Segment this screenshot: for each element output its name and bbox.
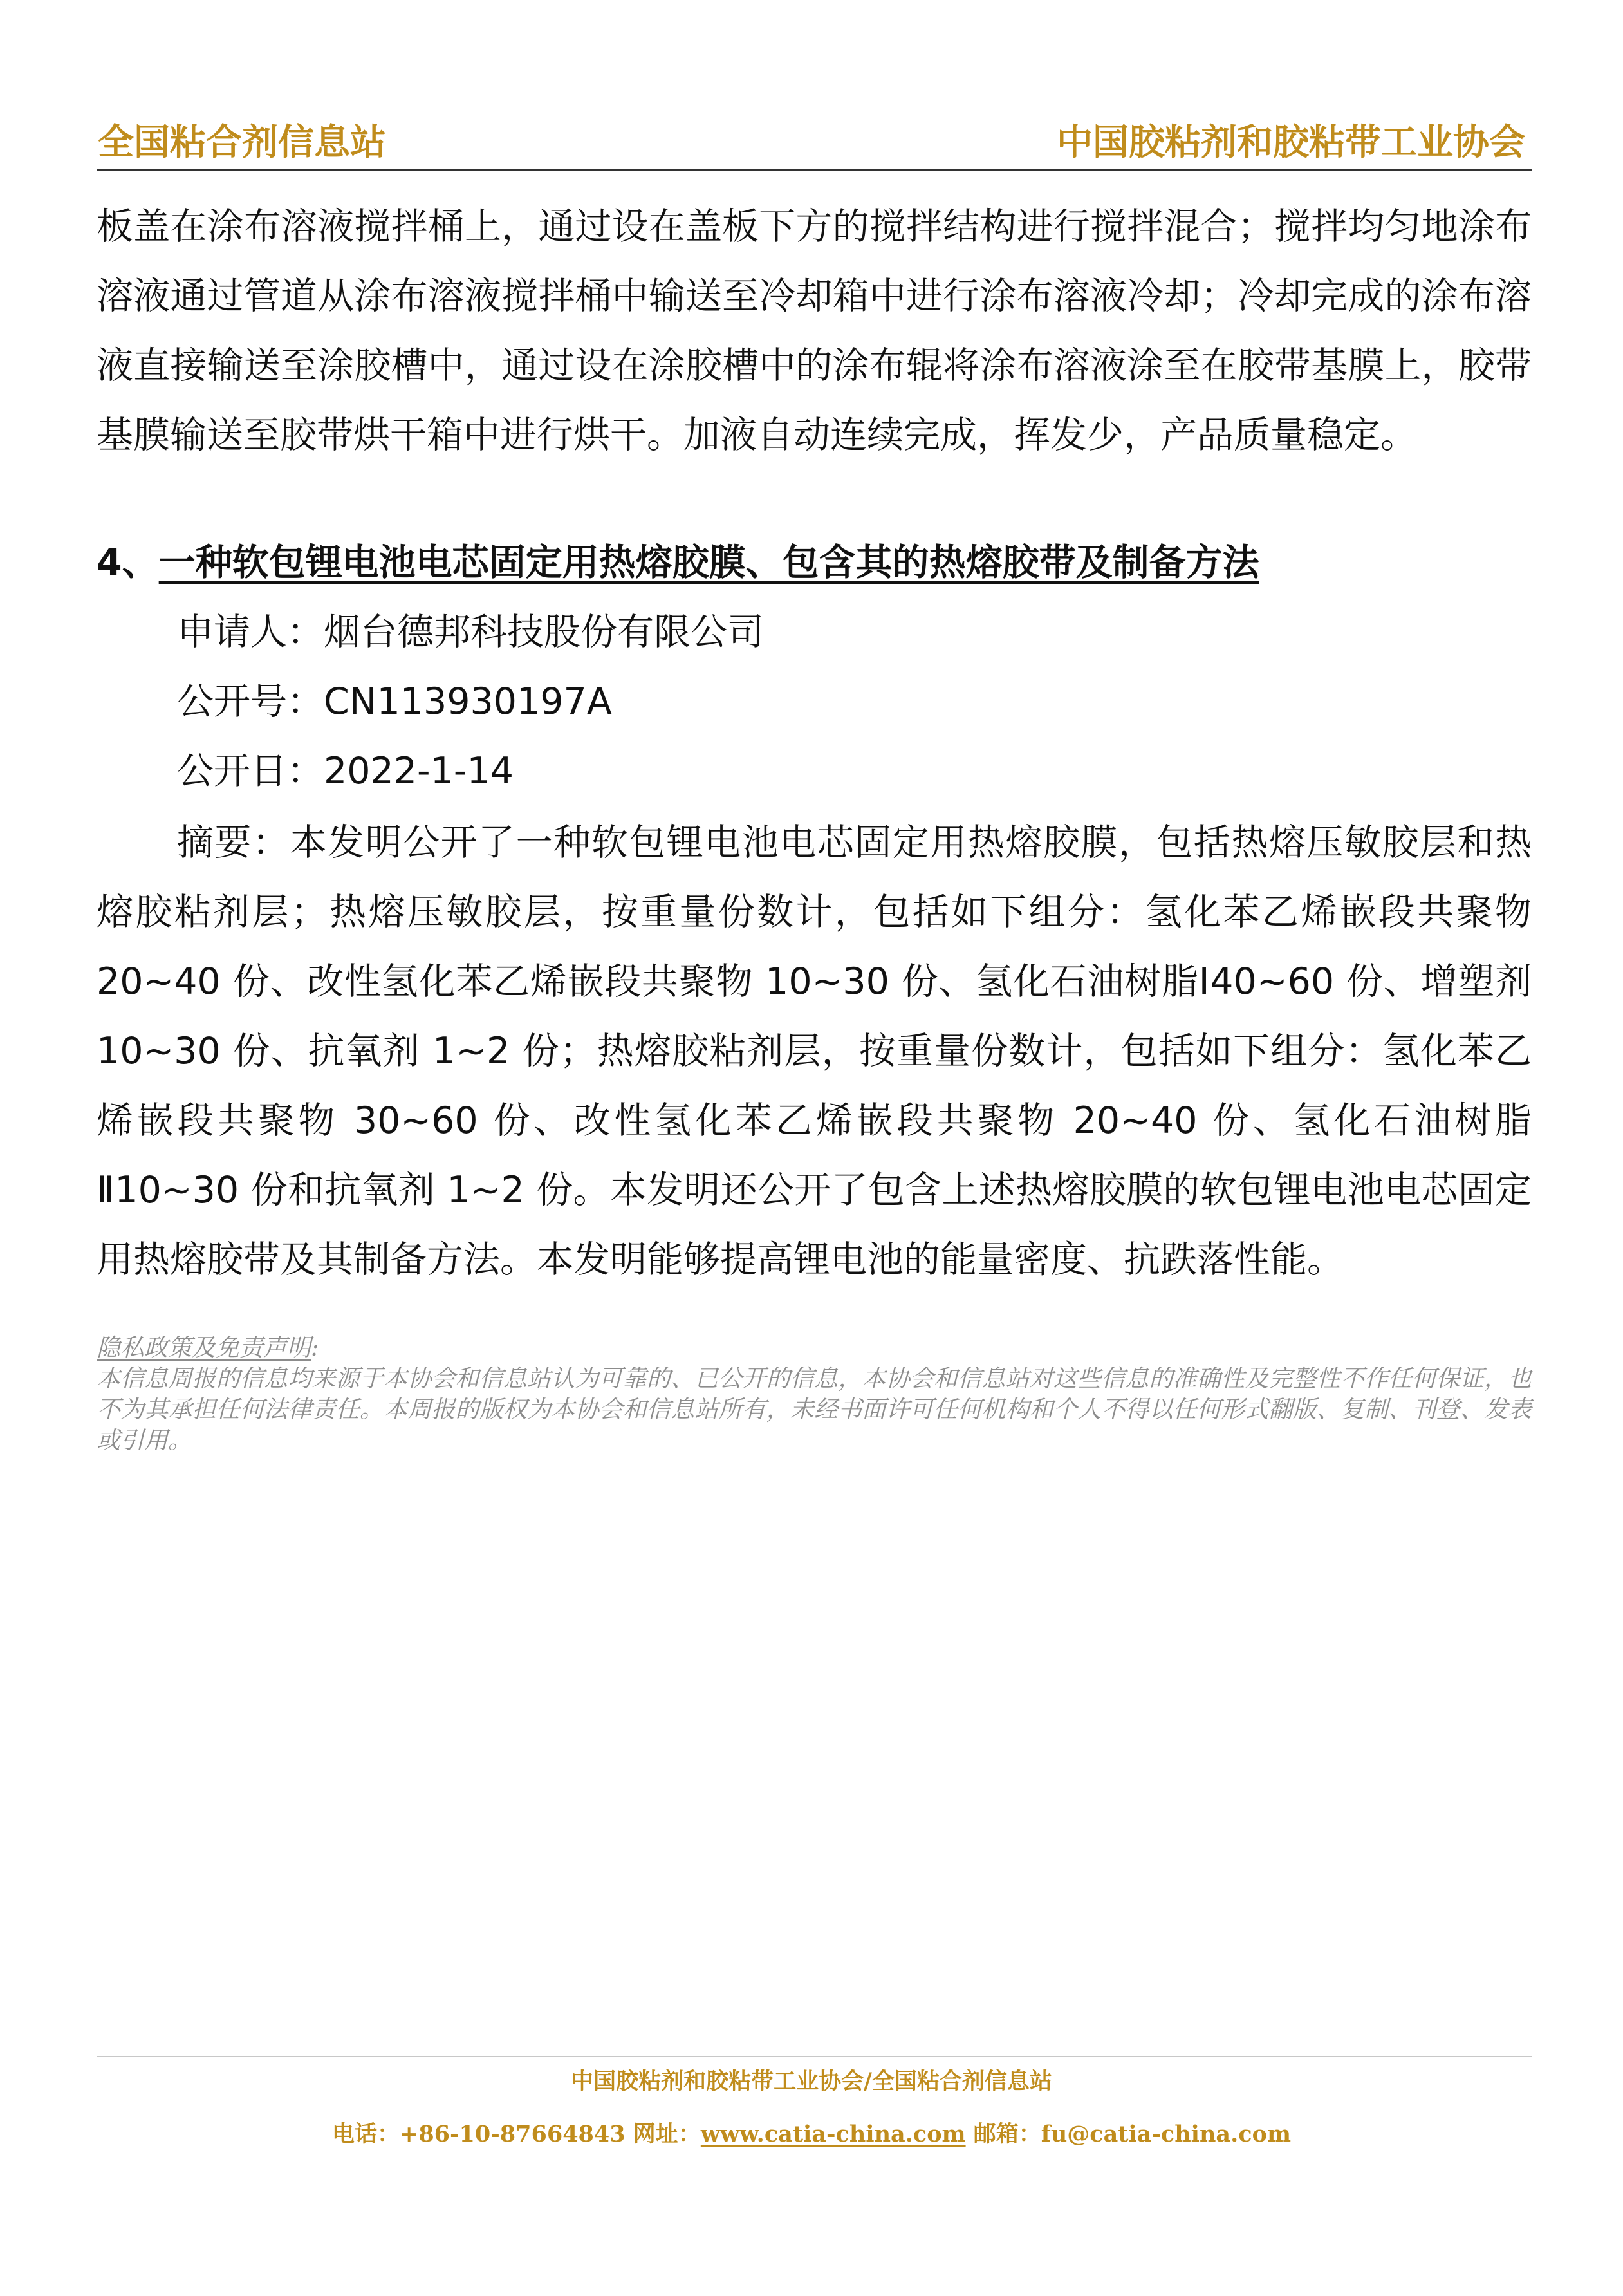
continued-abstract	[97, 192, 1532, 470]
page-header	[97, 116, 1532, 171]
section-heading	[97, 528, 1259, 597]
header-association-name: 中国胶粘剂和胶粘带工业协会	[1057, 122, 1525, 163]
disclaimer-title: 隐私政策及免责声明	[97, 1334, 311, 1361]
abstract-block	[97, 808, 1532, 1294]
disclaimer-body: 本信息周报的信息均来源于本协会和信息站认为可靠的、已公开的信息，本协会和信息站对这些信息的准确性及完整性不作任何保证，也不为其承担任何法律责任。本周报的版权为本协会和信息站所有，未经书面许可任何机构和个人不得以任何形式翻版、复制、刊登、发表或引用。	[97, 1365, 1532, 1454]
footer-contact	[0, 2118, 1623, 2151]
publication-number-line: 公开号：CN113930197A	[177, 680, 612, 723]
disclaimer-colon: :	[311, 1334, 319, 1361]
footer-website-link[interactable]: www.catia-china.com	[700, 2121, 966, 2147]
footer-organization: 中国胶粘剂和胶粘带工业协会/全国粘合剂信息站	[571, 2068, 1052, 2095]
footer-phone: 电话：+86-10-87664843 网址：	[332, 2121, 701, 2147]
section-title: 一种软包锂电池电芯固定用热熔胶膜、包含其的热熔胶带及制备方法	[158, 541, 1259, 584]
publication-date-line: 公开日：2022-1-14	[177, 750, 514, 792]
section-number: 4、	[97, 541, 159, 584]
footer-divider	[97, 2056, 1532, 2057]
disclaimer-block	[97, 1332, 1532, 1456]
disclaimer-heading	[97, 1332, 1532, 1363]
abstract-paragraph: 摘要：本发明公开了一种软包锂电池电芯固定用热熔胶膜，包括热熔压敏胶层和热熔胶粘剂层；热熔压敏胶层，按重量份数计，包括如下组分：氢化苯乙烯嵌段共聚物 20~40 份、改性氢化苯乙烯嵌段共聚物 10~30 份、氢化石油树脂Ⅰ40~60 份、增塑剂 10~30 份、抗氧剂 1~2 份；热熔胶粘剂层，按重量份数计，包括如下组分：氢化苯乙烯嵌段共聚物 30~60 份、改性氢化苯乙烯嵌段共聚物 20~40 份、氢化石油树脂Ⅱ10~30 份和抗氧剂 1~2 份。本发明还公开了包含上述热熔胶膜的软包锂电池电芯固定用热熔胶带及其制备方法。本发明能够提高锂电池的能量密度、抗跌落性能。	[97, 821, 1532, 1281]
continued-paragraph: 板盖在涂布溶液搅拌桶上，通过设在盖板下方的搅拌结构进行搅拌混合；搅拌均匀地涂布溶液通过管道从涂布溶液搅拌桶中输送至冷却箱中进行涂布溶液冷却；冷却完成的涂布溶液直接输送至涂胶槽中，通过设在涂胶槽中的涂布辊将涂布溶液涂至在胶带基膜上，胶带基膜输送至胶带烘干箱中进行烘干。加液自动连续完成，挥发少，产品质量稳定。	[97, 205, 1532, 456]
applicant-line: 申请人：烟台德邦科技股份有限公司	[177, 611, 764, 653]
footer-email: 邮箱：fu@catia-china.com	[965, 2121, 1291, 2147]
header-site-name: 全国粘合剂信息站	[98, 122, 386, 163]
